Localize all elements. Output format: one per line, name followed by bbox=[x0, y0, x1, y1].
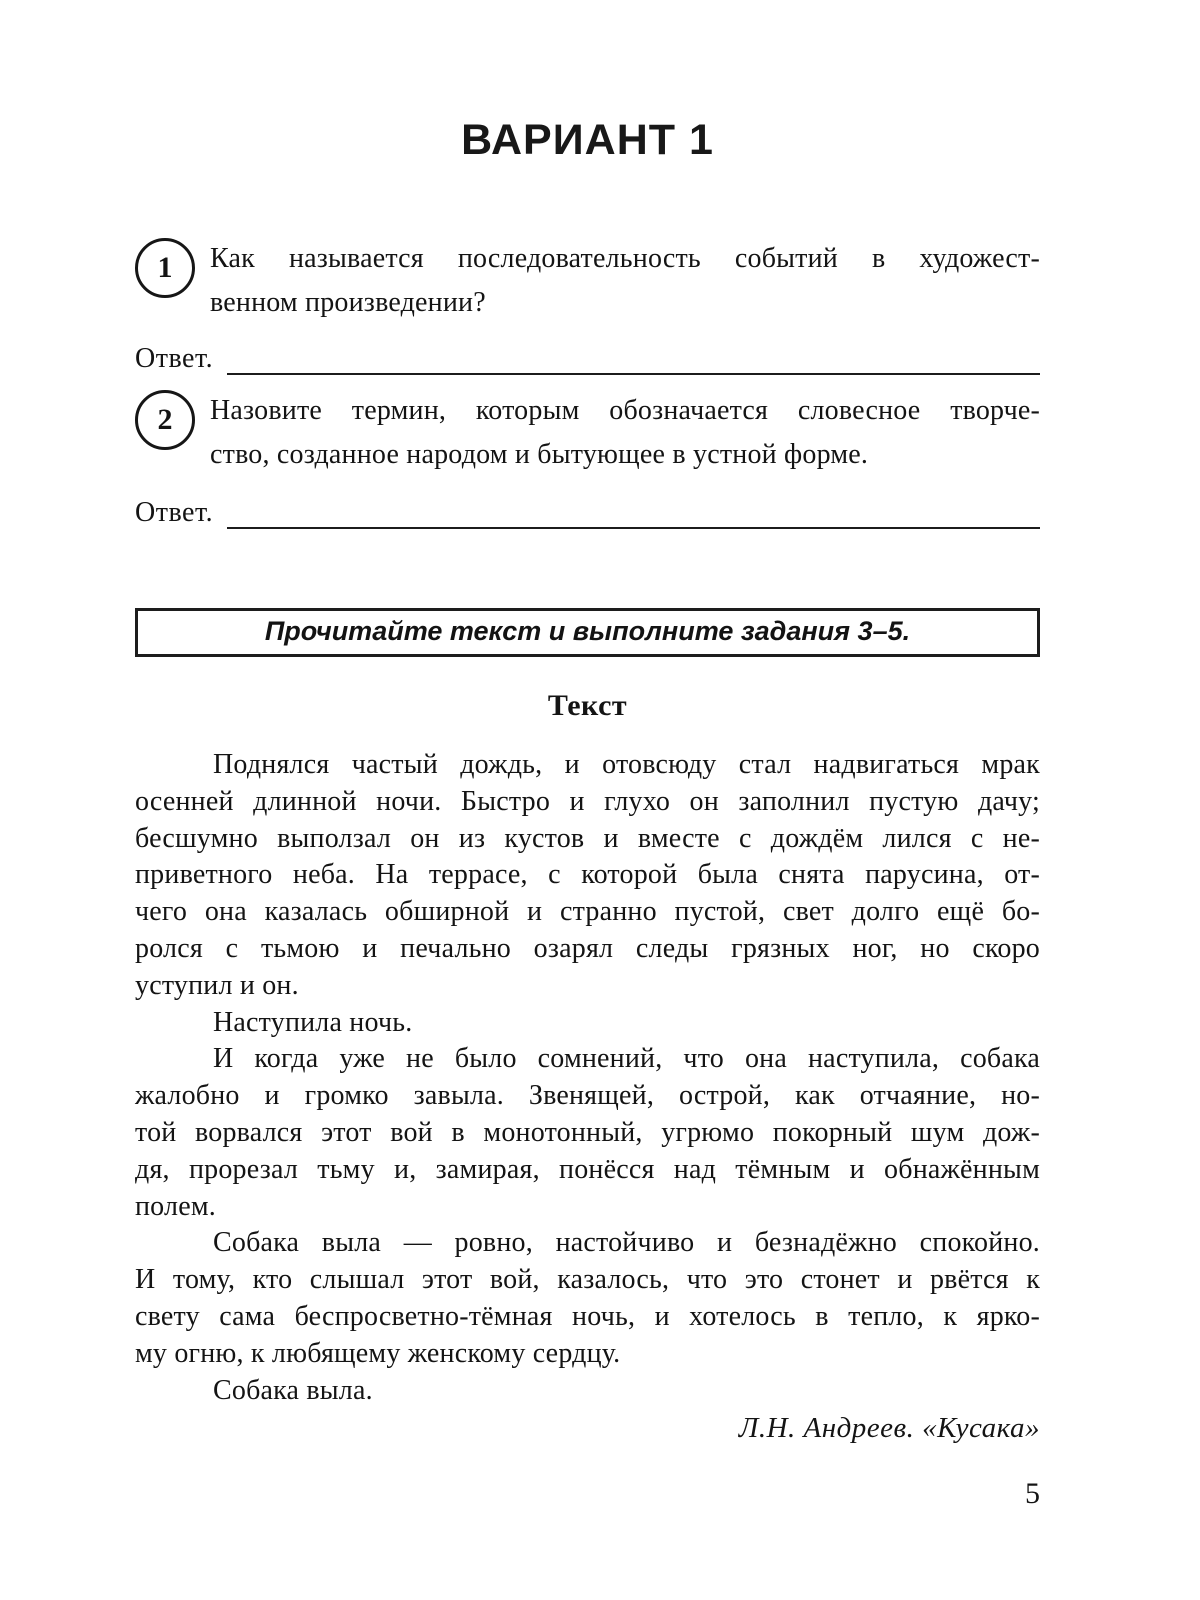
passage-line: приветного неба. На террасе, с которой была снята парусина, от- bbox=[135, 859, 1040, 891]
answer-blank-line-2 bbox=[227, 527, 1040, 529]
passage-line: свету сама беспросветно-тёмная ночь, и хотелось в тепло, к ярко- bbox=[135, 1300, 1040, 1332]
page-number: 5 bbox=[1025, 1477, 1040, 1510]
passage-line: бесшумно выползал он из кустов и вместе с дождём лился с не- bbox=[135, 822, 1040, 854]
instruction-box bbox=[135, 608, 1040, 657]
answer-row-1 bbox=[135, 341, 1040, 377]
passage-line: полем. bbox=[135, 1190, 216, 1222]
passage-line: И тому, кто слышал этот вой, казалось, что это стонет и рвётся к bbox=[135, 1264, 1040, 1296]
passage-line: Наступила ночь. bbox=[213, 1006, 413, 1038]
question-2-text bbox=[210, 389, 1040, 477]
page-content bbox=[135, 0, 1040, 1447]
answer-label-2: Ответ. bbox=[135, 497, 214, 528]
question-2-line-1: Назовите термин, которым обозначается словесное творче- bbox=[210, 395, 1040, 426]
attribution: Л.Н. Андреев. «Кусака» bbox=[738, 1412, 1040, 1445]
passage-line: жалобно и громко завыла. Звенящей, острой, как отчаяние, но- bbox=[135, 1080, 1040, 1112]
passage-line: чего она казалась обширной и странно пустой, свет долго ещё бо- bbox=[135, 896, 1040, 928]
question-2 bbox=[135, 389, 1040, 477]
passage bbox=[135, 747, 1040, 1409]
question-1-number-badge: 1 bbox=[135, 238, 195, 298]
passage-line: Собака выла. bbox=[213, 1374, 373, 1406]
text-heading: Текст bbox=[547, 689, 628, 722]
passage-line: Собака выла — ровно, настойчиво и безнадёжно спокойно. bbox=[213, 1227, 1040, 1259]
passage-line: той ворвался этот вой в монотонный, угрюмо покорный шум дож- bbox=[135, 1116, 1040, 1148]
page-title: ВАРИАНТ 1 bbox=[461, 116, 714, 164]
passage-line: осенней длинной ночи. Быстро и глухо он заполнил пустую дачу; bbox=[135, 785, 1040, 817]
passage-line: ролся с тьмою и печально озарял следы грязных ног, но скоро bbox=[135, 932, 1040, 964]
passage-line: И когда уже не было сомнений, что она наступила, собака bbox=[213, 1043, 1040, 1075]
question-2-number-badge: 2 bbox=[135, 390, 195, 450]
passage-line: уступил и он. bbox=[135, 969, 299, 1001]
passage-line: дя, прорезал тьму и, замирая, понёсся над тёмным и обнажённым bbox=[135, 1153, 1040, 1185]
answer-row-2 bbox=[135, 495, 1040, 531]
question-1-text bbox=[210, 237, 1040, 325]
question-1 bbox=[135, 237, 1040, 325]
answer-label-1: Ответ. bbox=[135, 343, 214, 374]
question-1-line-1: Как называется последовательность событий в художест- bbox=[210, 243, 1040, 274]
question-1-line-2: венном произведении? bbox=[210, 287, 486, 318]
answer-blank-line-1 bbox=[227, 373, 1040, 375]
passage-line: Поднялся частый дождь, и отовсюду стал надвигаться мрак bbox=[213, 749, 1040, 780]
question-2-line-2: ство, созданное народом и бытующее в устной форме. bbox=[210, 439, 869, 470]
passage-line: му огню, к любящему женскому сердцу. bbox=[135, 1337, 621, 1369]
instruction-text: Прочитайте текст и выполните задания 3–5. bbox=[264, 616, 911, 646]
